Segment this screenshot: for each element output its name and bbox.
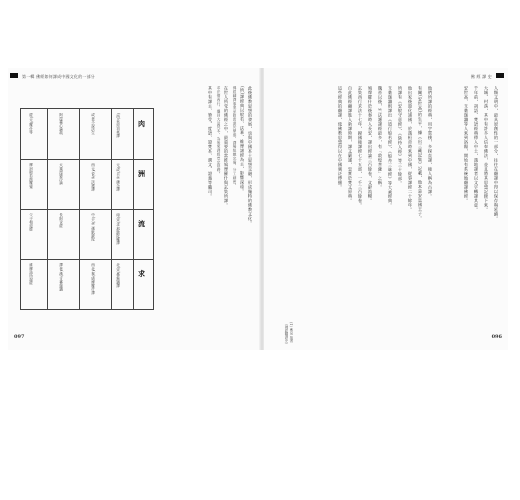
text-column: 所譯有《安般守意經》、《陰持入經》等三十餘部。	[398, 86, 403, 186]
text-column: 他出家後遊化諸國，於漢桓帝時來到中國，從事譯經二十餘年。	[408, 86, 413, 212]
text-column: 在世人所受的佛經之中，最重要的當推鳩摩羅什與玄奘所譯。	[224, 86, 229, 208]
table-cell: 大乘毘婆沙論	[59, 163, 64, 185]
text-column: 鳩摩羅什於後秦時入長安，譯出經論三百餘卷，文辭流暢。	[368, 86, 373, 203]
header-marker	[496, 73, 504, 78]
right-body-text	[268, 86, 504, 322]
table-cell: 譯者(漢)支婁迦讖	[59, 263, 64, 292]
running-header-left: 第一輯 佛經如何譯成中國文化的一部分	[22, 74, 95, 79]
page-number-left: 097	[14, 334, 25, 340]
text-column: 求法僧西行，攜回大量梵本，為後來譯經奠定基礎。	[217, 86, 221, 176]
table-header-cell: 洲	[138, 169, 145, 178]
page-number-right: 096	[491, 334, 502, 340]
text-column: 他們所譯的經典，用字質樸，多採直譯，後人稱為古譯。	[428, 86, 433, 199]
table-cell: 北(宋)曇無讖譯	[116, 263, 121, 288]
table-cell: 南(宋)求那跋陀羅譯	[116, 213, 121, 245]
footnote: (1) 參見 拙著《佛經翻譯史》	[284, 322, 293, 346]
text-column: 支婁迦讖則譯出《道行般若經》、《般舟三昧經》等大乘經典。	[388, 86, 393, 208]
book-spread	[8, 68, 508, 350]
table-header-cell: 肉	[138, 119, 145, 128]
text-column: 魏晉以後，竺法護譯經最多，有「敦煌菩薩」之稱。	[378, 86, 383, 190]
text-column: (所)譯經典以般若、法華、維摩諸經為主，影響深遠。	[240, 86, 245, 194]
table-cell: 經(元)羅什等	[29, 113, 34, 134]
table-cell: 維摩詰所說經	[29, 263, 34, 285]
table-cell: 摩訶般若波羅蜜	[29, 163, 34, 189]
table-cell: 或者不說法生	[91, 113, 96, 135]
running-header-right: 佛 經 譯 史	[470, 74, 492, 79]
text-column: 大城、村落，其中有許多人信奉佛法，並且將其思想記錄下來。	[484, 86, 489, 212]
text-column: 人類文明中，最具原創性的一部分，往往在翻譯中得以保存與延續。	[494, 86, 499, 221]
table-cell: 元(或)日竺佛念譯	[116, 163, 121, 192]
text-column: 千年前，胡語、梵語經典傳入中土，漢地譯者以文字轉譯其意。	[474, 86, 479, 212]
text-column: 有關(安世高)的生平，據《出三藏記集》記載，他本是安息國王子。	[418, 86, 423, 221]
header-marker	[10, 73, 18, 78]
right-page	[264, 68, 508, 350]
table-cell: 長阿含經	[59, 213, 64, 228]
left-page	[8, 68, 260, 350]
comparison-table	[20, 108, 154, 310]
text-column: 其中有譯主、筆受、度語、證梵本、潤文、證義等職司。	[208, 86, 213, 199]
table-cell: (西)泉迎初來譯	[116, 113, 121, 138]
text-column: 自此佛經翻譯進入新譯時期，譯文嚴謹，忠實於梵文原典。	[348, 86, 353, 203]
text-column: 這些經典的翻譯，使佛教思想得以在中國廣泛傳播。	[338, 86, 343, 190]
table-cell: 父子相迎經	[29, 213, 34, 231]
left-body-text	[158, 86, 256, 322]
text-column: 此後佛教思想的發展，也與中國本土思想交融，形成獨特的佛教文化。	[248, 86, 253, 226]
text-column: 玄奘西行求法十七年，歸國後譯經七十五部，一千三百餘卷。	[358, 86, 363, 208]
table-cell: 阿毘曇心論疏	[59, 113, 64, 135]
table-cell: 西北(秦)鳩摩羅什譯	[91, 263, 96, 295]
text-column: 佛經翻譯事業至隋唐達於鼎盛，譯場組織完備，分工細密。	[233, 86, 237, 188]
table-cell: 西元(晉)竺法護譯	[91, 163, 96, 192]
table-cell: 中(天)竺佛馱跋陀	[91, 213, 96, 242]
text-column: 安世高、支婁迦讖等人來到洛陽，開始有系統地翻譯佛經。	[464, 86, 469, 203]
table-header-cell: 求	[138, 269, 145, 278]
table-header-cell: 流	[138, 219, 145, 228]
